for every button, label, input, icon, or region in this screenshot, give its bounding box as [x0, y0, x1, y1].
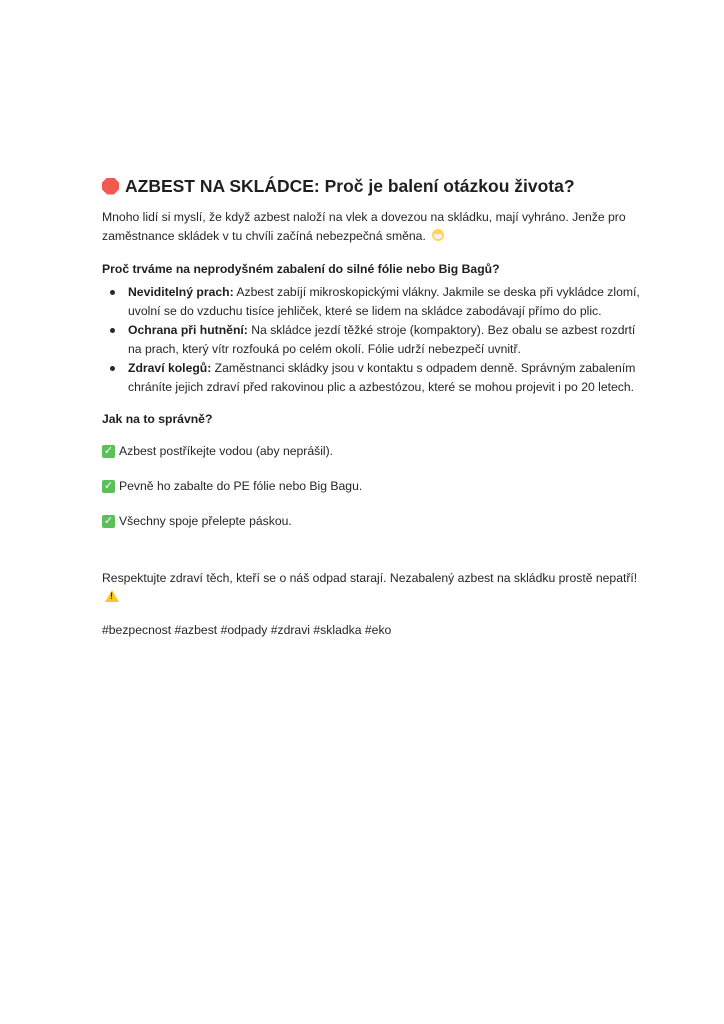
- warning-icon: [105, 590, 119, 602]
- face-with-medical-mask-icon: [432, 229, 444, 241]
- reason-text: Azbest zabíjí mikroskopickými vlákny. Jakmile se deska při vykládce zlomí, uvolní se do vzduchu tisíce jehliček, které se lidem na skládce zabodávají přímo do plic.: [128, 285, 640, 318]
- reason-label: Zdraví kolegů:: [128, 361, 212, 375]
- intro-text: Mnoho lidí si myslí, že když azbest naloží na vlek a dovezou na skládku, mají vyhráno. Jenže pro zaměstnance skládek v tu chvíli začíná nebezpečná směna.: [102, 210, 626, 243]
- bullet-icon: [110, 290, 115, 295]
- document-title: [102, 172, 642, 200]
- step-text: Pevně ho zabalte do PE fólie nebo Big Bagu.: [119, 479, 363, 493]
- closing-text: Respektujte zdraví těch, kteří se o náš odpad starají. Nezabalený azbest na skládku prostě nepatří!: [102, 571, 638, 585]
- list-item: [102, 359, 642, 397]
- step-text: Všechny spoje přelepte páskou.: [119, 514, 292, 528]
- list-item: [102, 321, 642, 359]
- hashtags: #bezpecnost #azbest #odpady #zdravi #skladka #eko: [102, 623, 392, 637]
- howto-heading: Jak na to správně?: [102, 412, 213, 426]
- howto-step: [102, 512, 642, 531]
- reason-text: Na skládce jezdí těžké stroje (kompaktory). Bez obalu se azbest rozdrtí na prach, který vítr rozfouká po celém okolí. Fólie udrží nebezpečí uvnitř.: [128, 323, 636, 356]
- howto-step: [102, 477, 642, 496]
- howto-step: [102, 442, 642, 461]
- step-text: Azbest postříkejte vodou (aby neprášil).: [119, 444, 334, 458]
- closing-paragraph: [102, 569, 642, 607]
- list-item: [102, 283, 642, 321]
- stop-sign-icon: [102, 178, 119, 195]
- check-mark-button-icon: ✓: [103, 445, 114, 457]
- reasons-list: [102, 283, 642, 397]
- intro-paragraph: [102, 208, 642, 246]
- bullet-icon: [110, 328, 115, 333]
- document-page: [102, 172, 642, 640]
- reasons-heading: Proč trváme na neprodyšném zabalení do silné fólie nebo Big Bagů?: [102, 262, 500, 276]
- reason-text: Zaměstnanci skládky jsou v kontaktu s odpadem denně. Správným zabalením chráníte jejich zdraví před rakovinou plic a azbestózou, které se mohou projevit i po 20 letech.: [128, 361, 636, 394]
- spacer: [102, 547, 642, 569]
- bullet-icon: [110, 366, 115, 371]
- check-mark-button-icon: ✓: [103, 480, 114, 492]
- title-text: AZBEST NA SKLÁDCE: Proč je balení otázkou života?: [125, 176, 575, 196]
- reason-label: Neviditelný prach:: [128, 285, 234, 299]
- reason-label: Ochrana při hutnění:: [128, 323, 248, 337]
- check-mark-button-icon: ✓: [103, 515, 114, 527]
